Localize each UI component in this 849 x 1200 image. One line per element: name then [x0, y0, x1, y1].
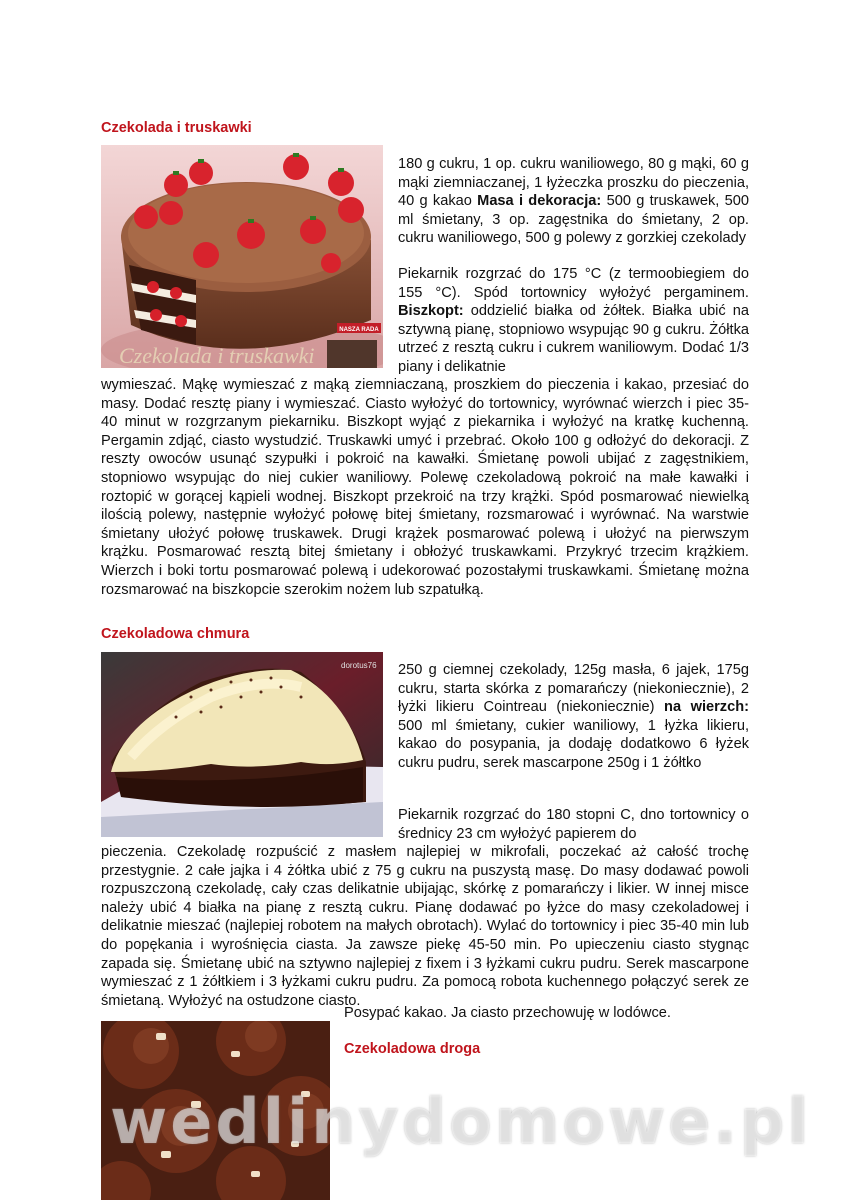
chocolate-cloud-illustration	[101, 652, 383, 837]
cake-photo-strawberry	[101, 145, 383, 368]
recipe-method-intro: Piekarnik rozgrzać do 175 °C (z termoobiegiem do 155 °C). Spód tortownicy wyłożyć pergaminem. Biszkopt: oddzielić białka od żółtek. Białka ubić na sztywną pianę, stopniowo wsypując 90 g cukru. Żółtka utrzeć z resztą cukru i cukrem waniliowym. Dodać 1/3 piany i delikatnie	[398, 266, 749, 375]
recipe-method: wymieszać. Mąkę wymieszać z mąką ziemniaczaną, proszkiem do pieczenia i kakao, przesiać do masy. Dodać resztę piany i wymieszać. Ciasto wyłożyć do tortownicy, wyrównać wierzch i piec 35-40 minut w rozgrzanym piekarniku. Biszkopt wyjąć z piekarnika i wyłożyć na kratkę kuchenną. Pergamin zdjąć, ciasto wystudzić. Truskawki umyć i przebrać. Około 100 g odłożyć do dekoracji. Z reszty owoców usunąć szypułki i pokroić na kawałki. Śmietanę powoli ubijać z zagęstnikiem, stopniowo wsypując do niej cukier waniliowy. Polewę czekoladową pokroić na małe kawałki i roztopić w gorącej kąpieli wodnej. Biszkopt przekroić na trzy krążki. Spód posmarować niewielką ilością polewy, następnie wyłożyć połowę bitej śmietany, rozsmarować i wyrównać. Na warstwie śmietany ułożyć połowę truskawek. Drugi krążek posmarować polewą i ułożyć na pierwszym krążku. Posmarować resztą bitej śmietany i obłożyć truskawkami. Przykryć trzecim krążkiem. Wierzch i boki tortu posmarować polewą i udekorować pozostałymi truskawkami. Śmietanę można rozsmarować na biszkopcie szerokim nożem lub szpatułką.	[101, 377, 749, 598]
recipe-title: Czekoladowa droga	[344, 1041, 481, 1057]
recipe-ingredients: 250 g ciemnej czekolady, 125g masła, 6 jajek, 175g cukru, starta skórka z pomarańczy (niekoniecznie), 2 łyżki likieru Cointreau (niekoniecznie) na wierzch: 500 ml śmietany, cukier waniliowy, 1 łyżka likieru, kakao do posypania, ja dodaję dodatkowo 6 łyżek cukru pudru, serek mascarpone 250g i 1 żółtko	[398, 662, 749, 771]
watermark: wedlinydomowe.pl	[110, 1085, 812, 1158]
recipe-method-end: Posypać kakao. Ja ciasto przechowuję w lodówce.	[344, 1005, 671, 1021]
svg-text:dorotus76: dorotus76	[341, 661, 377, 670]
cake-photo-cloud	[101, 652, 383, 837]
svg-text:Czekolada i truskawki: Czekolada i truskawki	[119, 343, 315, 368]
svg-text:NASZA RADA: NASZA RADA	[339, 327, 379, 333]
recipe-title: Czekoladowa chmura	[101, 626, 250, 642]
recipe-ingredients: 180 g cukru, 1 op. cukru waniliowego, 80 g mąki, 60 g mąki ziemniaczanej, 1 łyżeczka proszku do pieczenia, 40 g kakao Masa i dekoracja: 500 g truskawek, 500 ml śmietany, 3 op. zagęstnika do śmietany, 2 op. cukru waniliowego, 500 g polewy z gorzkiej czekolady	[398, 156, 749, 247]
strawberry-cake-illustration	[101, 145, 383, 368]
recipe-title: Czekolada i truskawki	[101, 120, 252, 136]
recipe-method: pieczenia. Czekoladę rozpuścić z masłem najlepiej w mikrofali, poczekać aż całość trochę przestygnie. 2 całe jajka i 4 żółtka ubić z 75 g cukru na puszystą masę. Do masy dodawać powoli rozpuszczoną czekoladę, cały czas delikatnie ubijając, skórkę z pomarańczy i likier. W innej misce należy ubić 4 białka na pianę z resztą cukru. Pianę dodawać po łyżce do masy czekoladowej i delikatnie mieszać (najlepiej robotem na małych obrotach). Wylać do tortownicy i piec 35-40 min lub do popękania i wyrośnięcia ciasta. Ja zawsze piekę 45-50 min. Po upieczeniu ciasto stygnąc zapada się. Śmietanę ubić na sztywno najlepiej z fixem i 3 łyżkami cukru pudru. Serek mascarpone wymieszać z 1 żółtkiem i 3 łyżkami cukru pudru. Za pomocą robota kuchennego połączyć serek ze śmietaną. Wyłożyć na ostudzone ciasto.	[101, 844, 749, 1009]
recipe-method-intro: Piekarnik rozgrzać do 180 stopni C, dno tortownicy o średnicy 23 cm wyłożyć papierem do	[398, 807, 749, 842]
